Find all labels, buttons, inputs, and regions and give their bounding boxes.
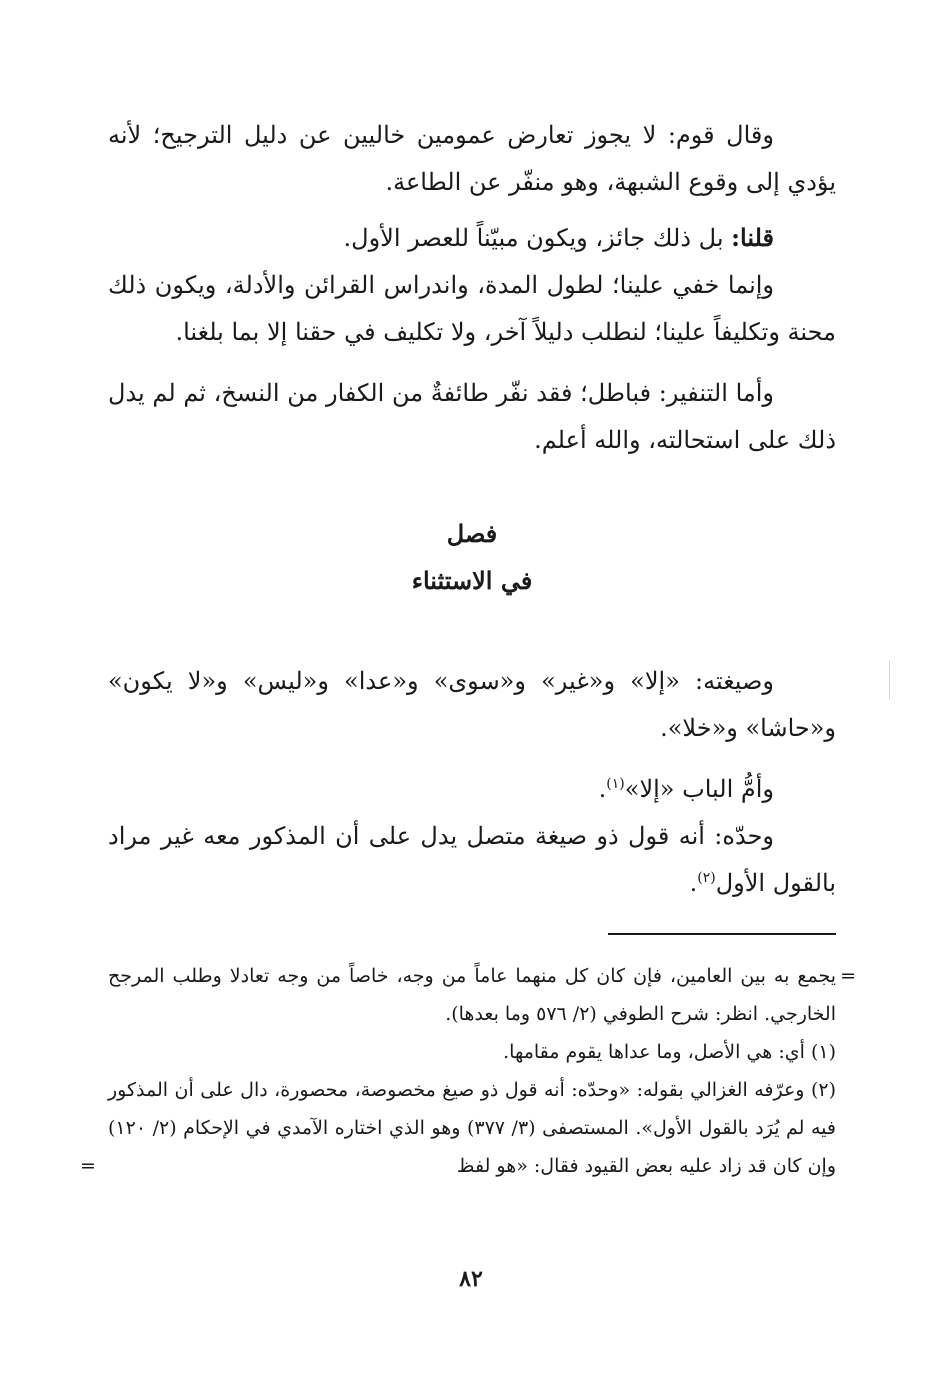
paragraph-5: وصيغته: «إلا» و«غير» و«سوى» و«عدا» و«ليس» و«لا يكون» و«حاشا» و«خلا». (108, 667, 836, 742)
footnote-separator (608, 933, 836, 935)
footnote-ref-1: (١) (606, 776, 625, 792)
paragraph-7-text: وحدّه: أنه قول ذو صيغة متصل يدل على أن المذكور معه غير مراد بالقول الأول (108, 822, 836, 897)
section-heading (108, 510, 836, 604)
footnotes (80, 957, 856, 1185)
footnote-continued-text: يجمع به بين العامين، فإن كان كل منهما عاماً من وجه، خاصاً من وجه تعادلا وطلب المرجح الخارجي. انظر: شرح الطوفي (٢/ ٥٧٦ وما بعدها). (108, 965, 836, 1025)
page-content (80, 112, 856, 1185)
paragraph-6-text: وأمُّ الباب «إلا» (624, 775, 774, 803)
section-subtitle: في الاستثناء (411, 566, 533, 595)
paragraph-2-lead: قلنا: (731, 223, 774, 252)
footnote-ref-2: (٢) (697, 870, 716, 886)
paragraph-7 (108, 813, 836, 907)
footnote-continued (108, 957, 856, 1033)
paragraph-7-end: . (689, 869, 698, 897)
paragraph-6 (108, 766, 836, 813)
footnote-2 (80, 1071, 836, 1185)
paragraph-2-rest: بل ذلك جائز، ويكون مبيّناً للعصر الأول. (343, 224, 732, 252)
paragraph-2 (108, 214, 836, 262)
paragraph-6-end: . (598, 775, 607, 803)
scan-edge-mark (889, 660, 890, 700)
main-text (108, 112, 836, 907)
continued-mark: = (840, 965, 856, 987)
footnote-1: (١) أي: هي الأصل، وما عداها يقوم مقامها. (503, 1041, 836, 1063)
continues-mark: = (80, 1155, 96, 1177)
page-number: ٨٢ (459, 1266, 483, 1292)
section-title: فصل (446, 519, 498, 548)
paragraph-4: وأما التنفير: فباطل؛ فقد نفّر طائفةٌ من الكفار من النسخ، ثم لم يدل ذلك على استحالته، والله أعلم. (108, 379, 836, 454)
footnote-2-text: (٢) وعرّفه الغزالي بقوله: «وحدّه: أنه قول ذو صيغ مخصوصة، محصورة، دال على أن المذكور فيه لم يُرَد بالقول الأول». المستصفى (٣/ ٣٧٧) وهو الذي اختاره الآمدي في الإحكام (٢/ ١٢٠) وإن كان قد زاد عليه بعض القيود فقال: «هو لفظ (108, 1079, 836, 1177)
paragraph-1: وقال قوم: لا يجوز تعارض عمومين خاليين عن دليل الترجيح؛ لأنه يؤدي إلى وقوع الشبهة، وهو منفّر عن الطاعة. (108, 121, 836, 196)
paragraph-3: وإنما خفي علينا؛ لطول المدة، واندراس القرائن والأدلة، ويكون ذلك محنة وتكليفاً علينا؛ لنطلب دليلاً آخر، ولا تكليف في حقنا إلا بما بلغنا. (108, 271, 836, 346)
